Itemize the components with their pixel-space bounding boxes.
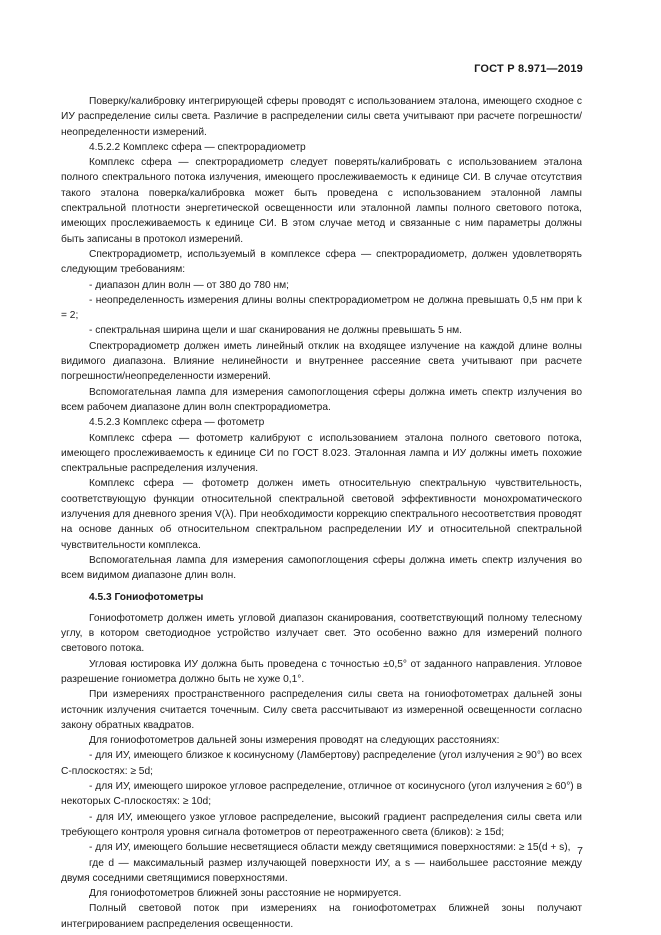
paragraph: Для гониофотометров ближней зоны расстояние не нормируется. [89, 888, 402, 900]
list-item: - диапазон длин волн — от 380 до 780 нм; [89, 279, 289, 291]
paragraph: Полный световой поток при измерениях на гониофотометрах ближней зоны получают интегрированием распределения освещенности. [61, 903, 582, 930]
list-item: - для ИУ, имеющего большие несветящиеся области между светящимися поверхностями: ≥ 15(d + s), [89, 842, 571, 854]
paragraph: Спектрорадиометр должен иметь линейный отклик на входящее излучение на каждой длине волны видимого диапазона. Влияние нелинейности и внутреннее рассеяние света учитывают при расчете погрешности/неопределенности измерений. [61, 340, 582, 383]
paragraph: Поверку/калибровку интегрирующей сферы проводят с использованием эталона, имеющего сходное с ИУ распределение силы света. Различие в распределении силы света учитывают при расчете погрешности/неопределенности измерений. [61, 96, 582, 138]
subsection-heading: 4.5.2.3 Комплекс сфера — фотометр [89, 417, 265, 429]
paragraph: Спектрорадиометр, используемый в комплексе сфера — спектрорадиометр, должен удовлетворять следующим требованиям: [61, 248, 582, 276]
paragraph: Вспомогательная лампа для измерения самопоглощения сферы должна иметь спектр излучения во всем рабочем диапазоне длин волн спектрорадиометра. [61, 386, 582, 413]
document-header: ГОСТ Р 8.971—2019 [474, 63, 583, 75]
list-item: - для ИУ, имеющего широкое угловое распределение, отличное от косинусного (угол излучения ≥ 60°) в некоторых C-плоскостях: ≥ 10d; [61, 781, 582, 808]
list-item: - для ИУ, имеющего близкое к косинусному (Ламбертову) распределение (угол излучения ≥ 90°) во всех C-плоскостях: ≥ 5d; [61, 750, 582, 777]
paragraph: Угловая юстировка ИУ должна быть проведена с точностью ±0,5° от заданного направления. Угловое разрешение гониометра должно быть не хуже 0,1°. [61, 658, 582, 685]
paragraph: Комплекс сфера — фотометр калибруют с использованием эталона полного светового потока, имеющего прослеживаемость к единице СИ по ГОСТ 8.023. Эталонная лампа и ИУ должны иметь похожие спектральные распределения излучения. [61, 432, 582, 475]
list-item: - спектральная ширина щели и шаг сканирования не должны превышать 5 нм. [89, 325, 462, 337]
subsection-heading: 4.5.2.2 Комплекс сфера — спектрорадиометр [89, 141, 306, 153]
document-body [61, 94, 582, 932]
paragraph: Вспомогательная лампа для измерения самопоглощения сферы должна иметь спектр излучения во всем видимом диапазоне длин волн. [61, 554, 582, 582]
list-item: - неопределенность измерения длины волны спектрорадиометром не должна превышать 0,5 нм при k = 2; [61, 294, 582, 322]
paragraph: Гониофотометр должен иметь угловой диапазон сканирования, соответствующий полному телесному углу, в котором светодиодное устройство излучает свет. Это особенно важно для измерений полного светового потока. [61, 612, 582, 655]
paragraph: Для гониофотометров дальней зоны измерения проводят на следующих расстояниях: [89, 735, 500, 747]
page-number: 7 [577, 845, 583, 857]
list-item: - для ИУ, имеющего узкое угловое распределение, высокий градиент распределения силы света или требующего контроля уровня сигнала фотометров от переотраженного света (бликов): ≥ 15d; [61, 811, 582, 838]
paragraph: где d — максимальный размер излучающей поверхности ИУ, а s — наибольшее расстояние между двумя соседними светящимися поверхностями. [61, 857, 582, 884]
paragraph: Комплекс сфера — спектрорадиометр следует поверять/калибровать с использованием эталона полного спектрального потока излучения, имеющего прослеживаемость к единице СИ. В случае отсутствия такого эталона поверка/калибровка может быть проведена с использованием эталонной лампы спектральной плотности энергетической освещенности или эталонной лампы полного светового потока, имеющих прослеживаемость к единице СИ. В этом случае метод и связанные с ним параметры должны быть записаны в протокол измерений. [61, 157, 582, 245]
section-heading: 4.5.3 Гониофотометры [89, 591, 204, 603]
paragraph: При измерениях пространственного распределения силы света на гониофотометрах дальней зоны источник излучения считается точечным. Силу света рассчитывают из измеренной освещенности согласно закону обратных квадратов. [61, 689, 582, 731]
paragraph: Комплекс сфера — фотометр должен иметь относительную спектральную чувствительность, соответствующую функции относительной спектральной световой эффективности монохроматического излучения для дневного зрения V(λ). При необходимости коррекцию спектрального несоответствия проводят на основе данных об относительном спектральном распределении ИУ и относительной спектральной чувствительности комплекса. [61, 478, 582, 551]
